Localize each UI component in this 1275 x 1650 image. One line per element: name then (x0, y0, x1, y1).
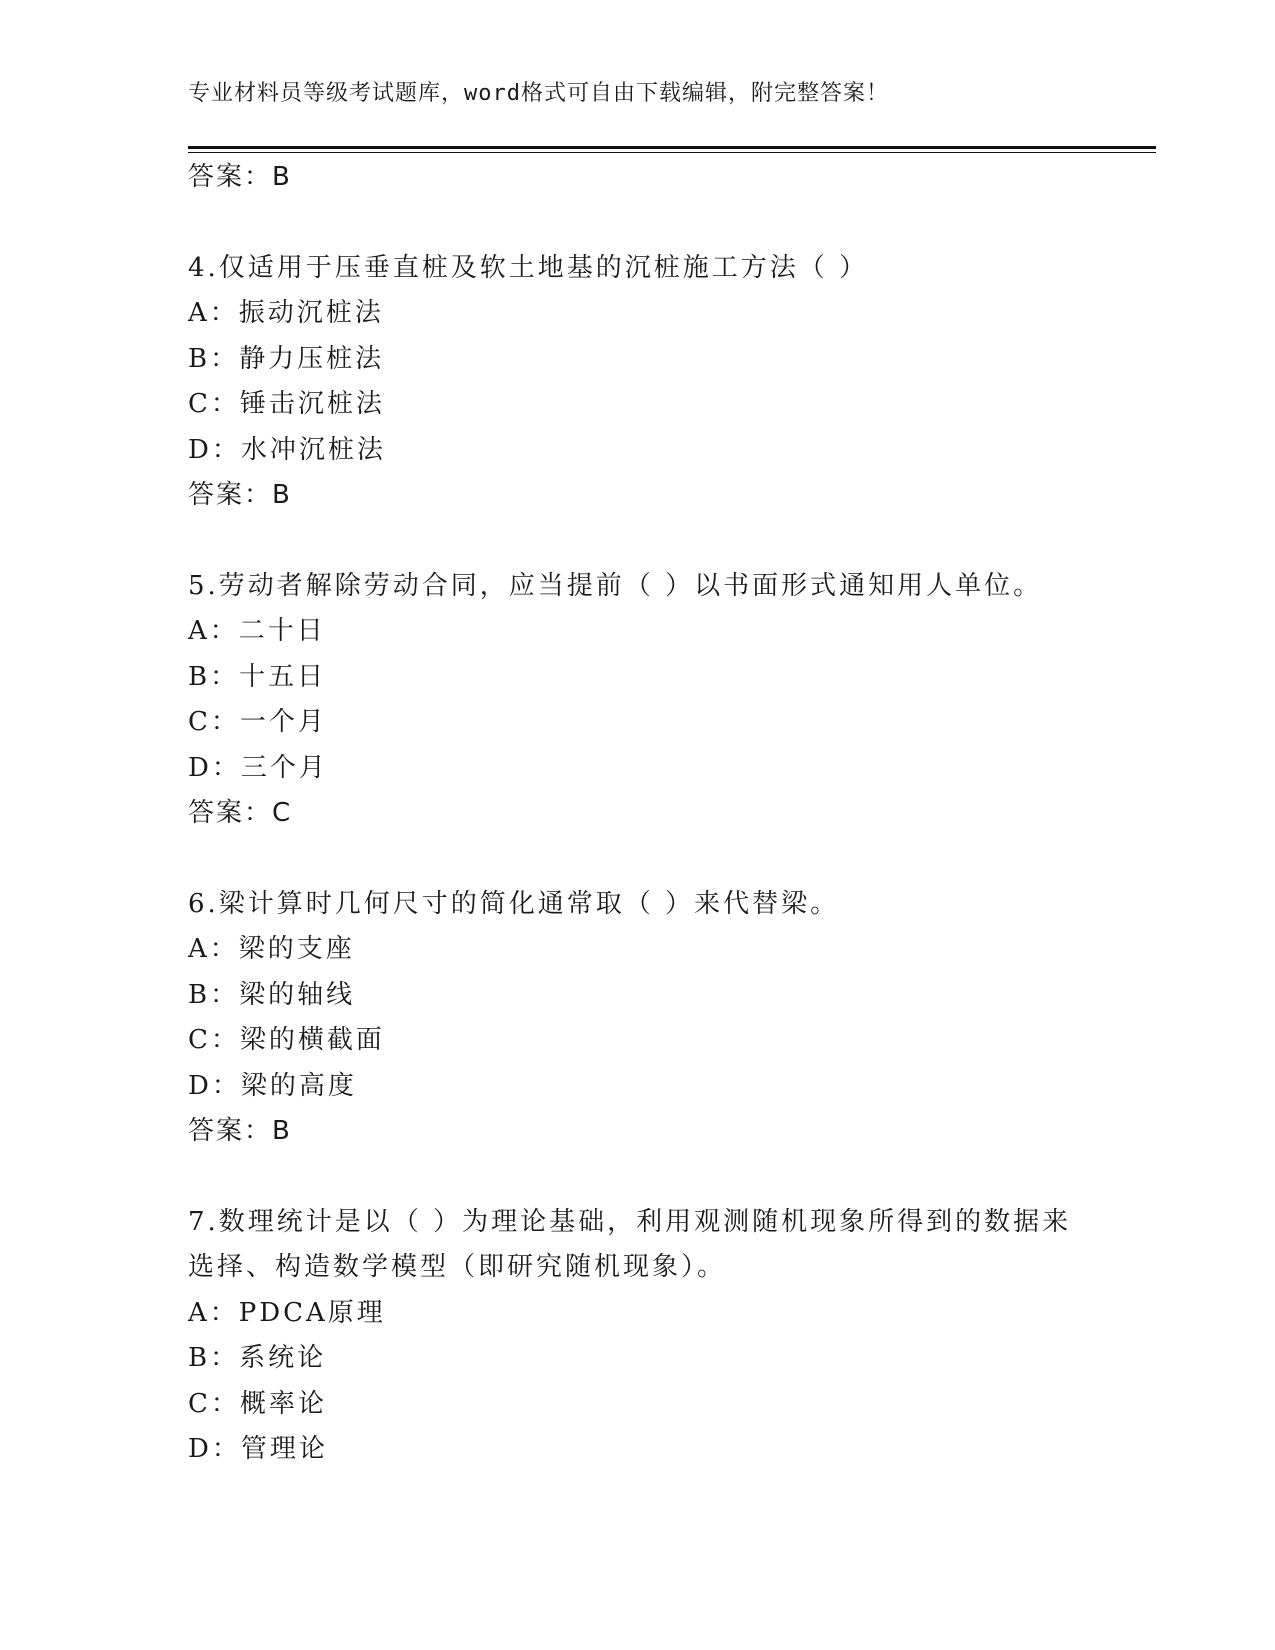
header-divider-thick (188, 146, 1156, 149)
option-b: B：梁的轴线 (188, 980, 356, 1010)
question-stem-continued: 选择、构造数学模型（即研究随机现象）。 (188, 1252, 727, 1282)
option-a: A：振动沉桩法 (188, 298, 384, 328)
option-d: D：水冲沉桩法 (188, 435, 386, 465)
option-a: A：梁的支座 (188, 934, 355, 964)
option-a: A：二十日 (188, 616, 326, 646)
option-b: B：系统论 (188, 1343, 327, 1373)
page-header: 专业材料员等级考试题库，word格式可自由下载编辑，附完整答案！ (188, 81, 889, 106)
option-a: A：PDCA原理 (188, 1298, 386, 1328)
option-b: B：静力压桩法 (188, 344, 385, 374)
option-c: C：锤击沉桩法 (188, 389, 385, 419)
option-c: C：概率论 (188, 1389, 327, 1419)
option-d: D：管理论 (188, 1434, 328, 1464)
answer: 答案：C (188, 798, 293, 828)
option-c: C：梁的横截面 (188, 1025, 385, 1055)
option-d: D：三个月 (188, 753, 328, 783)
option-d: D：梁的高度 (188, 1071, 357, 1101)
question-stem: 5.劳动者解除劳动合同，应当提前（ ）以书面形式通知用人单位。 (188, 571, 1043, 601)
option-b: B：十五日 (188, 662, 327, 692)
header-divider-thin (188, 152, 1156, 153)
option-c: C：一个月 (188, 707, 327, 737)
previous-answer: 答案：B (188, 162, 292, 192)
answer: 答案：B (188, 480, 292, 510)
question-stem: 6.梁计算时几何尺寸的简化通常取（ ）来代替梁。 (188, 889, 840, 919)
question-stem: 7.数理统计是以（ ）为理论基础，利用观测随机现象所得到的数据来 (188, 1207, 1072, 1237)
question-stem: 4.仅适用于压垂直桩及软土地基的沉桩施工方法（ ） (188, 253, 869, 283)
answer: 答案：B (188, 1116, 292, 1146)
